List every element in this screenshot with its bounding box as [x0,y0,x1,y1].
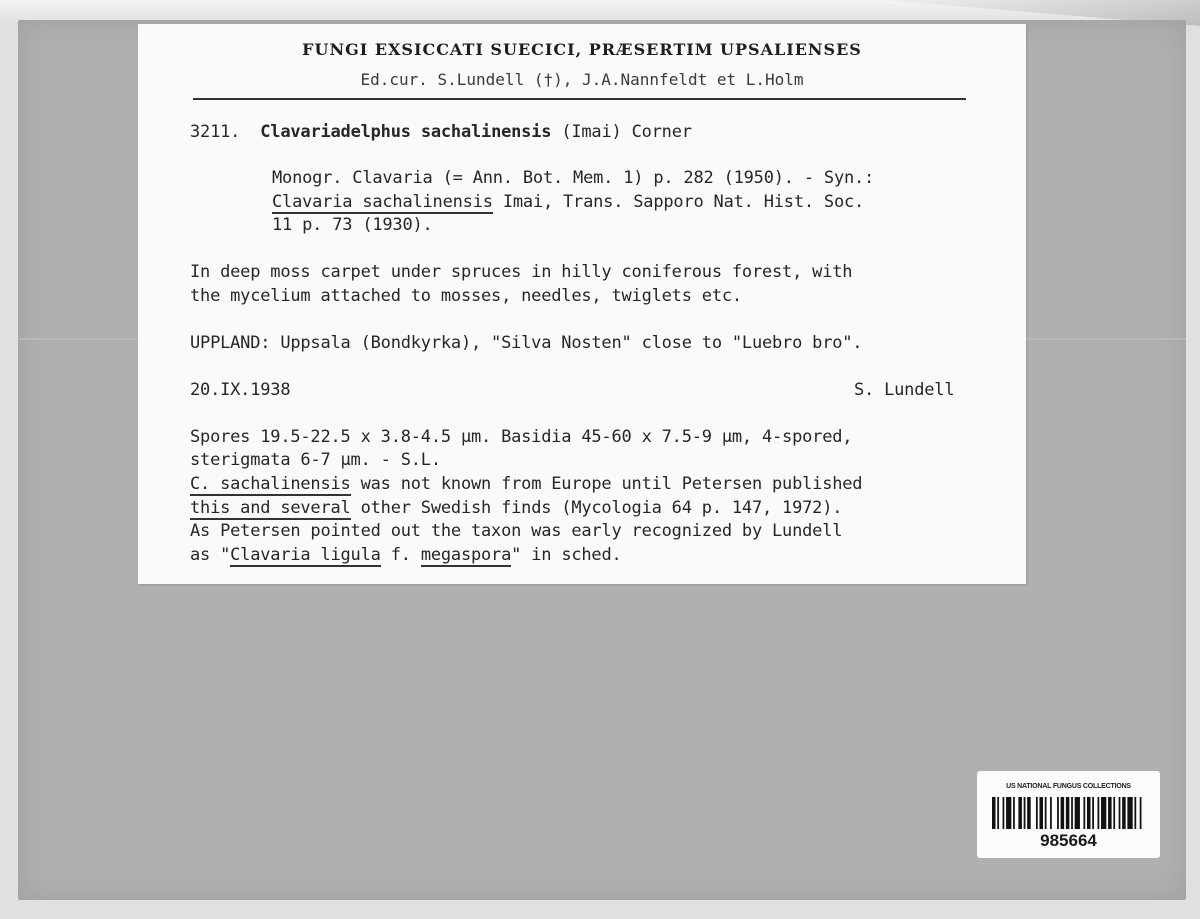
collection-date: 20.IX.1938 [190,380,291,400]
barcode-bar [1071,797,1073,829]
reference-line-1: Monogr. Clavaria (= Ann. Bot. Mem. 1) p. 282 (1950). - Syn.: [272,168,875,188]
barcode-bar [1140,797,1142,829]
barcode-bar [1119,797,1121,829]
note-line-1 [190,474,862,494]
note-line-4-start: as " [190,545,231,565]
barcode-bar [1057,797,1059,829]
barcode-bar [1083,797,1085,829]
note-line-4-end: " in sched. [511,545,622,565]
barcode [992,797,1145,829]
barcode-bar [1003,797,1005,829]
series-title: FUNGI EXSICCATI SUECICI, PRÆSERTIM UPSALIENSES [302,40,862,59]
barcode-bar [1036,797,1038,829]
barcode-header: US NATIONAL FUNGUS COLLECTIONS [1006,783,1131,790]
barcode-bar [1050,797,1052,829]
note-line-1-text: was not known from Europe until Petersen published [350,474,863,494]
header-divider [193,98,966,100]
note-name-megaspora: megaspora [420,545,512,565]
barcode-bar [1039,797,1043,829]
synonym-rest: Imai, Trans. Sapporo Nat. Hist. Soc. [492,192,865,212]
exsiccata-label [138,24,1026,584]
note-line-3: As Petersen pointed out the taxon was early recognized by Lundell [190,521,843,541]
note-line-2 [190,498,842,518]
synonym-name: Clavaria sachalinensis [272,192,493,212]
barcode-bar [1087,797,1091,829]
barcode-bar [1113,797,1115,829]
barcode-bar [1006,797,1011,829]
barcode-bar [1122,797,1126,829]
taxon-line [190,122,692,142]
note-line-4-mid: f. [380,545,421,565]
barcode-bar [1045,797,1047,829]
note-name-ligula: Clavaria ligula [230,545,381,565]
spores-line-2: sterigmata 6-7 µm. - S.L. [190,450,441,470]
barcode-bar [1061,797,1065,829]
editors-line: Ed.cur. S.Lundell (†), J.A.Nannfeldt et L.Holm [360,70,804,89]
barcode-bar [992,797,996,829]
reference-line-3: 11 p. 73 (1930). [272,215,433,235]
barcode-bar [1101,797,1106,829]
habitat-line-2: the mycelium attached to mosses, needles, twiglets etc. [190,286,742,306]
barcode-bar [997,797,999,829]
barcode-bar [1024,797,1026,829]
taxon-name: Clavariadelphus sachalinensis [260,122,552,142]
spores-line-1: Spores 19.5-22.5 x 3.8-4.5 µm. Basidia 45-60 x 7.5-9 µm, 4-spored, [190,427,853,447]
barcode-bar [1098,797,1100,829]
note-line-2-underlined: this and several [190,498,351,518]
barcode-bar [1013,797,1015,829]
collector-name: S. Lundell [854,380,955,400]
exsiccata-number: 3211. [190,122,241,142]
note-line-2-text: other Swedish finds (Mycologia 64 p. 147, 1972). [350,498,843,518]
barcode-bar [1018,797,1022,829]
barcode-number: 985664 [1040,831,1097,850]
barcode-bar [1092,797,1094,829]
barcode-bar [1075,797,1080,829]
barcode-bar [1066,797,1070,829]
barcode-bar [1134,797,1136,829]
barcode-bar [1127,797,1132,829]
taxon-author: (Imai) Corner [561,122,692,142]
note-line-4 [190,545,622,565]
locality-line: UPPLAND: Uppsala (Bondkyrka), "Silva Nosten" close to "Luebro bro". [190,333,863,353]
barcode-bar [1108,797,1112,829]
reference-line-2 [272,192,864,212]
note-taxon-name: C. sachalinensis [190,474,351,494]
habitat-line-1: In deep moss carpet under spruces in hilly coniferous forest, with [190,262,853,282]
barcode-bar [1027,797,1031,829]
barcode-label [977,771,1160,858]
